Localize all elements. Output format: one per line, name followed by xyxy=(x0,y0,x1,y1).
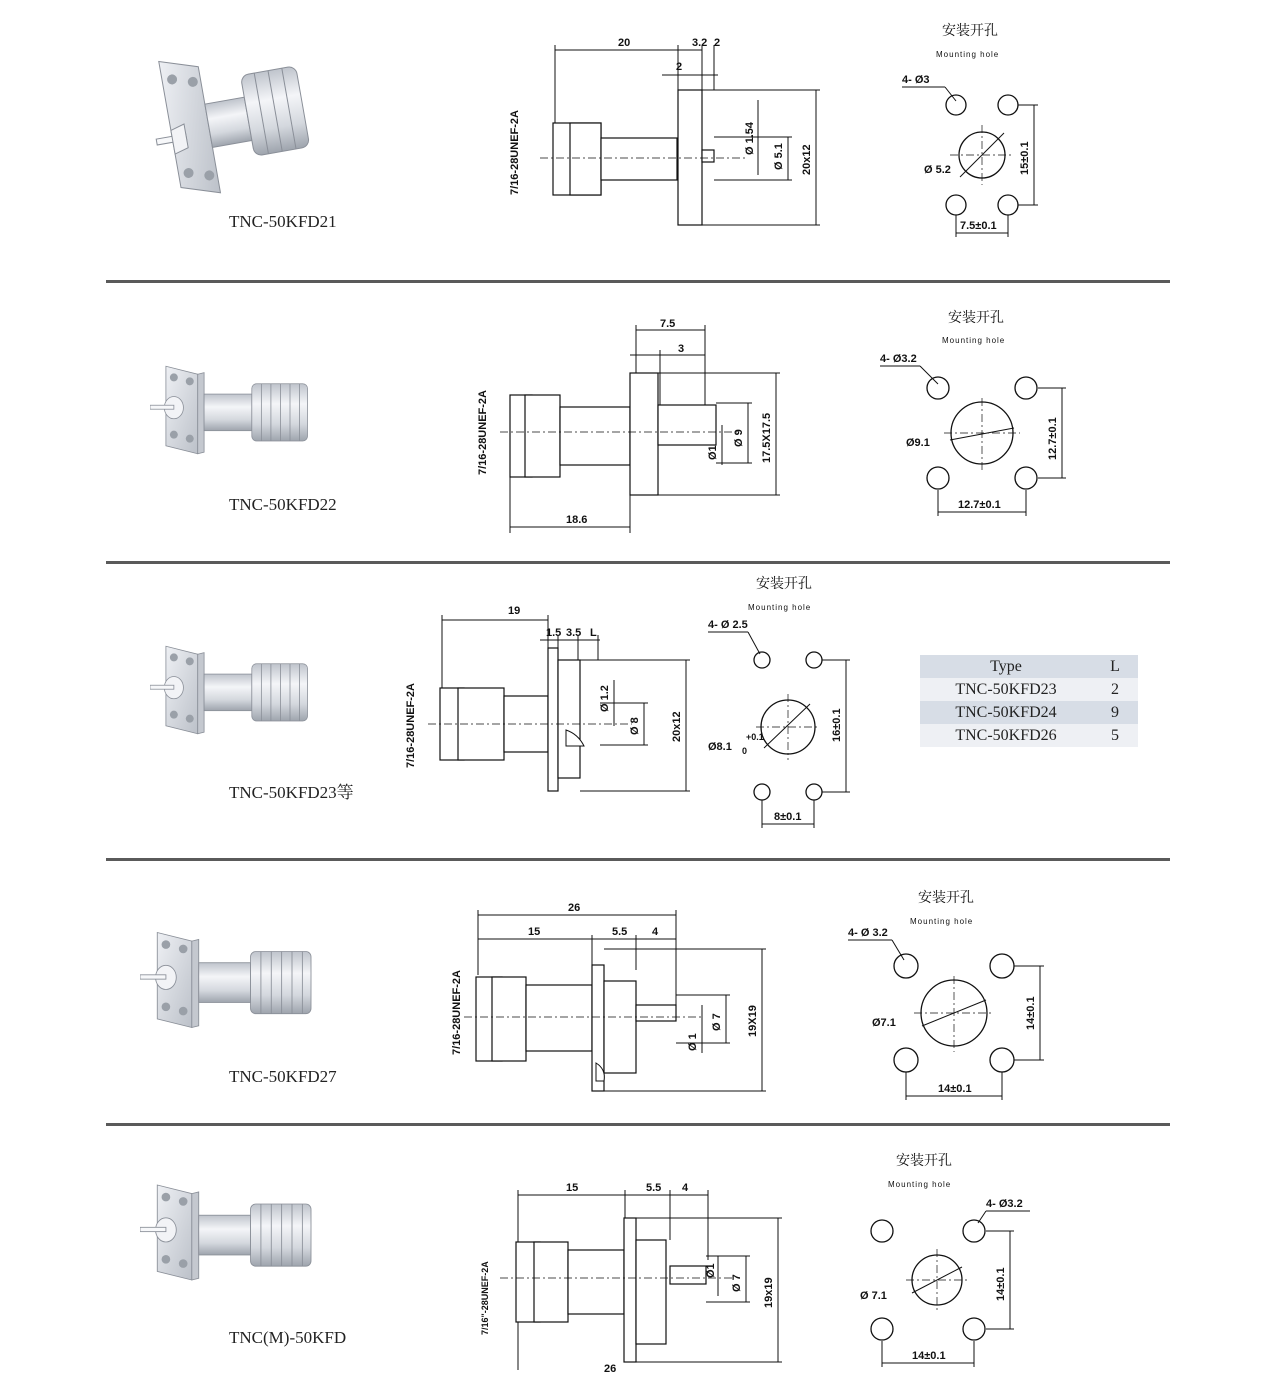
pitch-horizontal-label: 12.7±0.1 xyxy=(958,499,1001,511)
table-cell-l: 9 xyxy=(1092,701,1138,724)
dim-label: 4 xyxy=(652,926,659,938)
tolerance-plus: +0.1 xyxy=(746,732,764,742)
model-label: TNC-50KFD23等 xyxy=(229,783,354,802)
pitch-horizontal-label: 8±0.1 xyxy=(774,811,802,823)
model-label: TNC-50KFD21 xyxy=(229,212,337,231)
mounting-hole-drawing xyxy=(870,300,1080,525)
center-hole-label: Ø 7.1 xyxy=(860,1290,887,1302)
dim-label: 15 xyxy=(528,926,541,938)
dim-label: 17.5X17.5 xyxy=(761,412,773,463)
dim-label: 19 xyxy=(508,605,521,617)
dim-label: Ø 5.1 xyxy=(773,143,785,170)
mounting-hole-title: 安装开孔 xyxy=(896,1153,952,1169)
hole-count-label: 4- Ø3.2 xyxy=(880,353,917,365)
dim-label: 19x19 xyxy=(763,1277,775,1308)
dim-label: 26 xyxy=(604,1363,617,1374)
pitch-horizontal-label: 7.5±0.1 xyxy=(960,220,997,232)
dim-label: 26 xyxy=(568,902,581,914)
pitch-vertical-label: 15±0.1 xyxy=(1019,141,1031,175)
dim-label: 15 xyxy=(566,1182,579,1194)
mounting-hole-title: 安装开孔 xyxy=(942,23,998,39)
pitch-vertical-label: 16±0.1 xyxy=(831,708,843,742)
mounting-hole-subtitle: Mounting hole xyxy=(936,50,1000,59)
model-label: TNC(M)-50KFD xyxy=(229,1328,347,1347)
section-divider xyxy=(106,280,1170,283)
table-cell-type: TNC-50KFD26 xyxy=(920,724,1092,747)
dim-label: 2 xyxy=(676,61,683,73)
connector-photo xyxy=(150,340,325,480)
dim-label: 3.2 xyxy=(692,37,708,49)
table-row xyxy=(920,701,1138,724)
thread-label: 7/16-28UNEF-2A xyxy=(477,390,489,475)
dim-label: 1.5 xyxy=(546,627,562,639)
model-label: TNC-50KFD22 xyxy=(229,495,337,514)
dim-label: L xyxy=(590,627,597,639)
pitch-vertical-label: 12.7±0.1 xyxy=(1047,417,1059,460)
pitch-vertical-label: 14±0.1 xyxy=(995,1267,1007,1301)
type-table xyxy=(920,655,1138,747)
mounting-hole-title: 安装开孔 xyxy=(948,310,1004,326)
dim-label: Ø 1.2 xyxy=(599,685,611,712)
mounting-hole-drawing xyxy=(890,15,1070,245)
side-view-drawing xyxy=(400,600,700,800)
dim-label: 18.6 xyxy=(566,514,588,526)
mounting-hole-drawing xyxy=(700,570,875,835)
dim-label: 3 xyxy=(678,343,685,355)
dim-label: Ø1 xyxy=(707,445,719,460)
table-cell-type: TNC-50KFD23 xyxy=(920,678,1092,701)
connector-photo xyxy=(150,40,310,200)
pitch-vertical-label: 14±0.1 xyxy=(1025,996,1037,1030)
dim-label: 3.5 xyxy=(566,627,582,639)
dim-label: Ø 7 xyxy=(731,1274,743,1292)
table-header-l: L xyxy=(1092,655,1138,678)
mounting-hole-title: 安装开孔 xyxy=(756,576,812,592)
table-row xyxy=(920,678,1138,701)
dim-label: 5.5 xyxy=(646,1182,662,1194)
thread-label: 7/16-28UNEF-2A xyxy=(405,683,417,768)
table-header-row xyxy=(920,655,1138,678)
table-cell-l: 2 xyxy=(1092,678,1138,701)
dim-label: 19X19 xyxy=(747,1005,759,1037)
dim-label: 7.5 xyxy=(660,318,676,330)
hole-count-label: 4- Ø3.2 xyxy=(986,1198,1023,1210)
mounting-hole-subtitle: Mounting hole xyxy=(748,603,812,612)
hole-count-label: 4- Ø 3.2 xyxy=(848,927,888,939)
thread-label: 7/16-28UNEF-2A xyxy=(509,110,521,195)
thread-label: 7/16-28UNEF-2A xyxy=(451,970,463,1055)
section-divider xyxy=(106,561,1170,564)
side-view-drawing xyxy=(440,895,780,1100)
dim-label: 5.5 xyxy=(612,926,628,938)
dim-label: Ø 9 xyxy=(733,429,745,447)
center-hole-label: Ø 5.2 xyxy=(924,164,951,176)
side-view-drawing xyxy=(470,315,790,535)
mounting-hole-subtitle: Mounting hole xyxy=(888,1180,952,1189)
dim-label: 20x12 xyxy=(801,144,813,175)
dim-label: Ø 1.54 xyxy=(744,121,756,155)
table-cell-l: 5 xyxy=(1092,724,1138,747)
mounting-hole-drawing xyxy=(840,880,1060,1105)
center-hole-label: Ø9.1 xyxy=(906,437,930,449)
tolerance-zero: 0 xyxy=(742,746,748,756)
dim-label: Ø 7 xyxy=(711,1013,723,1031)
dim-label: 2 xyxy=(714,37,721,49)
table-header-type: Type xyxy=(920,655,1092,678)
dim-label: 4 xyxy=(682,1182,689,1194)
dim-label: 20x12 xyxy=(671,711,683,742)
dim-label: Ø1 xyxy=(705,1263,717,1278)
side-view-drawing xyxy=(500,30,830,240)
connector-photo xyxy=(140,905,330,1055)
side-view-drawing xyxy=(470,1170,790,1374)
table-row xyxy=(920,724,1138,747)
center-hole-label: Ø8.1 xyxy=(708,741,732,753)
section-divider xyxy=(106,1123,1170,1126)
hole-count-label: 4- Ø 2.5 xyxy=(708,619,748,631)
center-hole-label: Ø7.1 xyxy=(872,1017,896,1029)
dim-label: 20 xyxy=(618,37,631,49)
mounting-hole-subtitle: Mounting hole xyxy=(942,336,1006,345)
mounting-hole-title: 安装开孔 xyxy=(918,890,974,906)
mounting-hole-drawing xyxy=(850,1145,1060,1370)
pitch-horizontal-label: 14±0.1 xyxy=(938,1083,972,1095)
connector-photo xyxy=(150,620,325,760)
table-cell-type: TNC-50KFD24 xyxy=(920,701,1092,724)
dim-label: Ø 8 xyxy=(629,717,641,735)
mounting-hole-subtitle: Mounting hole xyxy=(910,917,974,926)
section-divider xyxy=(106,858,1170,861)
connector-photo xyxy=(140,1150,330,1315)
model-label: TNC-50KFD27 xyxy=(229,1067,337,1086)
dim-label: Ø 1 xyxy=(687,1033,699,1051)
hole-count-label: 4- Ø3 xyxy=(902,74,930,86)
thread-label: 7/16"-28UNEF-2A xyxy=(480,1261,490,1335)
pitch-horizontal-label: 14±0.1 xyxy=(912,1350,946,1362)
